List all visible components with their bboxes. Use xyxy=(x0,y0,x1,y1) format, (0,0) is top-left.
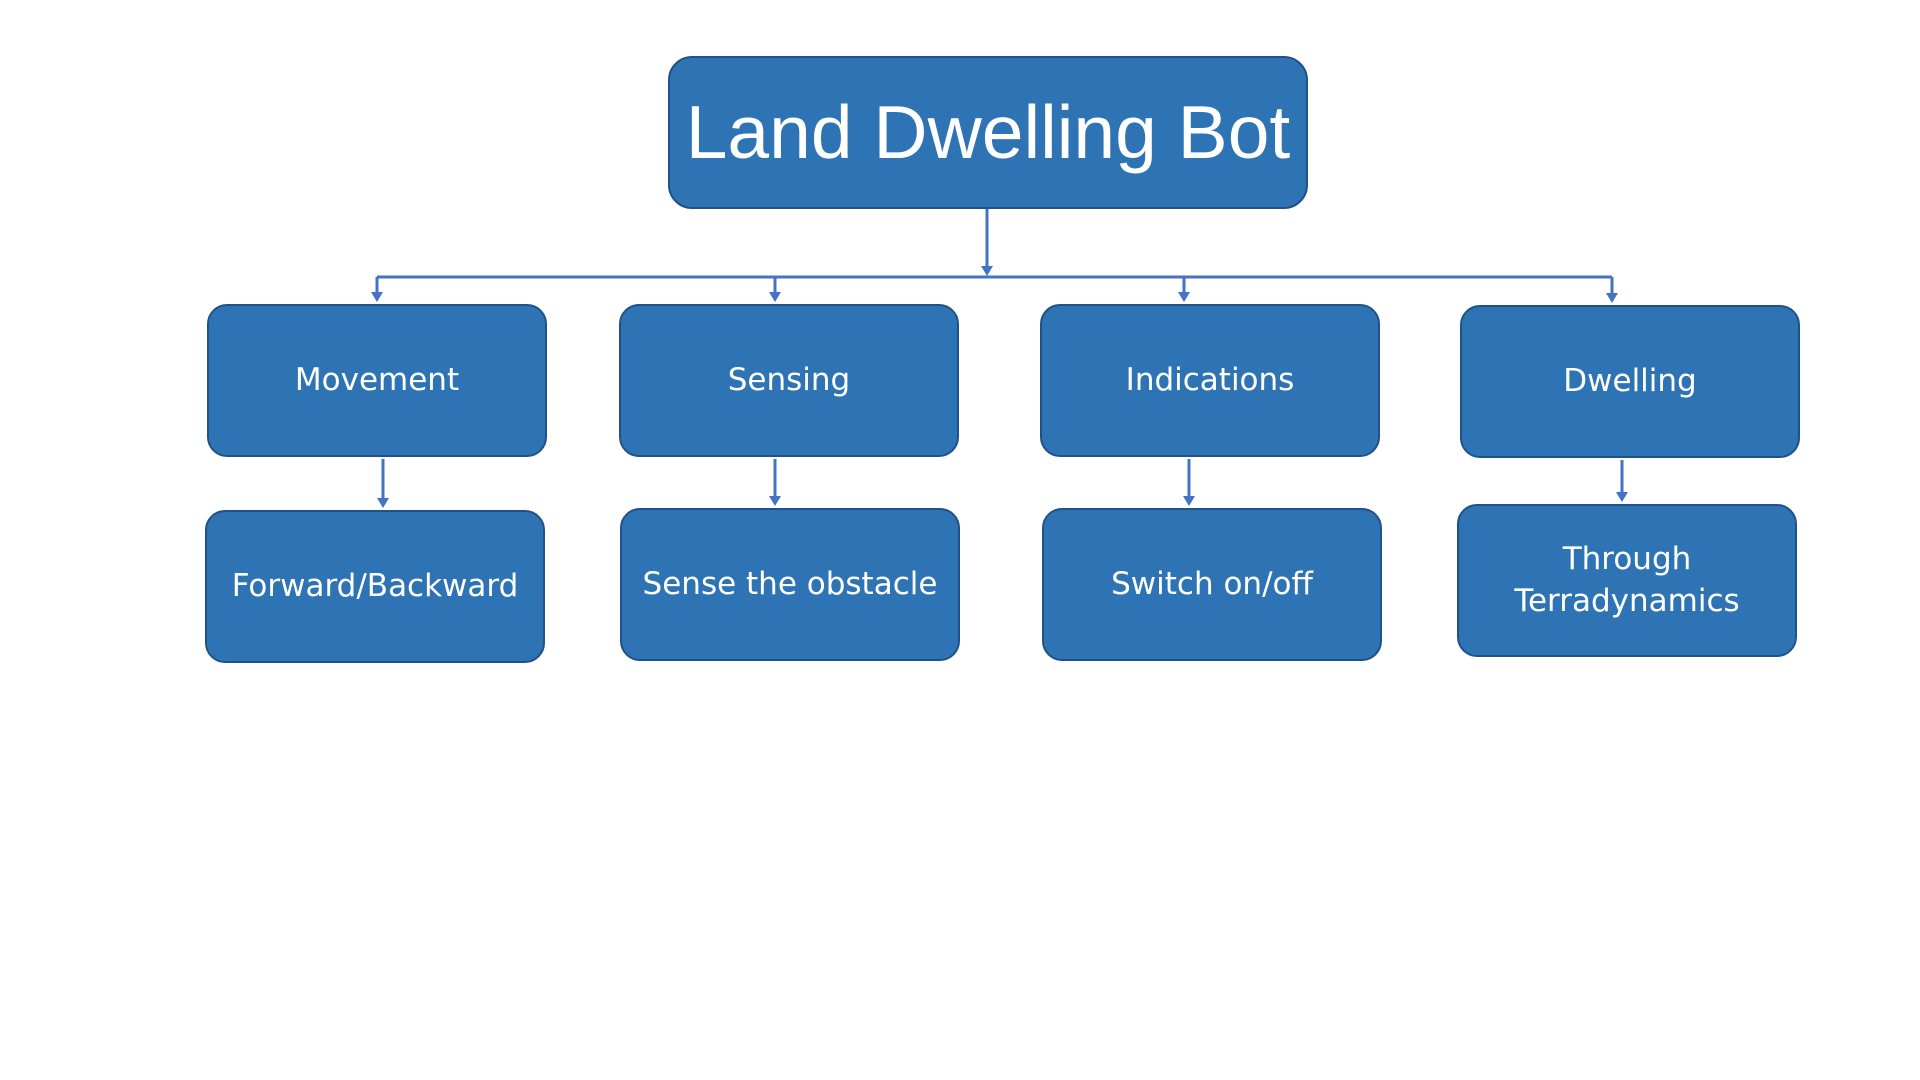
arrowhead-sensing xyxy=(769,292,781,302)
arrowhead-indications xyxy=(1178,292,1190,302)
root-node xyxy=(668,56,1308,209)
node-label-line: Terradynamics xyxy=(1514,582,1740,619)
node-indications xyxy=(1040,304,1380,457)
node-label: Switch on/off xyxy=(1111,565,1313,602)
node-label: Forward/Backward xyxy=(231,567,519,604)
node-label: Sensing xyxy=(727,361,851,398)
node-sensing xyxy=(619,304,959,457)
node-label: Movement xyxy=(294,361,460,398)
arrowhead-dwelling xyxy=(1606,293,1618,303)
node-forward-backward xyxy=(205,510,545,663)
node-sense-the-obstacle xyxy=(620,508,960,661)
node-movement xyxy=(207,304,547,457)
arrowhead-sense xyxy=(769,496,781,506)
node-dwelling xyxy=(1460,305,1800,458)
arrowhead-switch xyxy=(1183,496,1195,506)
node-switch-on-off xyxy=(1042,508,1382,661)
root-label: Land Dwelling Bot xyxy=(685,89,1291,174)
node-label: Sense the obstacle xyxy=(642,565,938,602)
node-label: Dwelling xyxy=(1563,362,1697,399)
node-label-multiline xyxy=(1514,539,1739,623)
node-through-terradynamics xyxy=(1457,504,1797,657)
node-label-line: Through xyxy=(1562,540,1692,577)
arrowhead-terra xyxy=(1616,492,1628,502)
node-label: Indications xyxy=(1125,361,1295,398)
arrowhead-forward xyxy=(377,498,389,508)
arrowhead-movement xyxy=(371,292,383,302)
arrowhead-root xyxy=(981,266,993,276)
